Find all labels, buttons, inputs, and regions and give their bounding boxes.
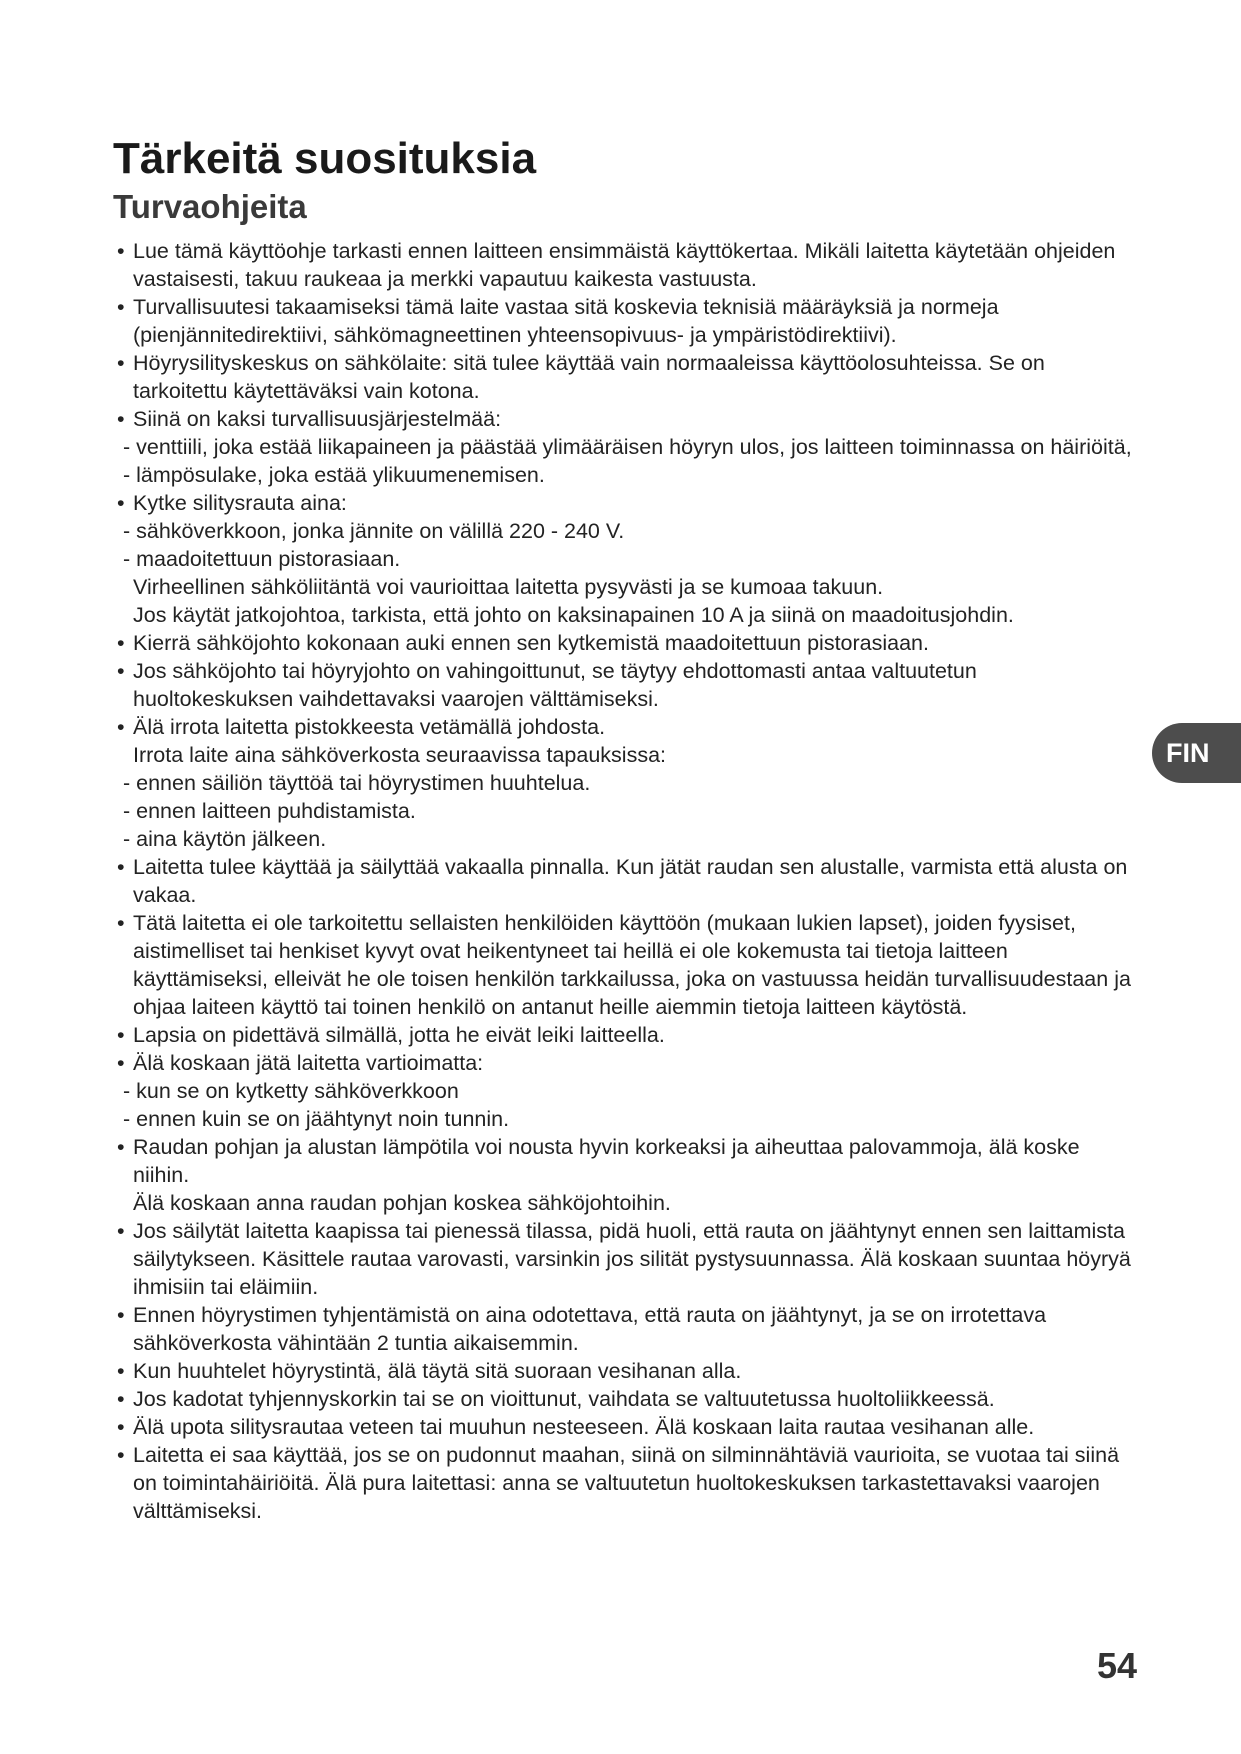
list-item-text: • Jos kadotat tyhjennyskorkin tai se on vioittunut, vaihdata se valtuutetussa huoltoliikkeessä.	[117, 1385, 1139, 1413]
list-item-text: • Kierrä sähköjohto kokonaan auki ennen sen kytkemistä maadoitettuun pistorasiaan.	[117, 629, 1139, 657]
list-item-text: • Tätä laitetta ei ole tarkoitettu sellaisten henkilöiden käyttöön (mukaan lukien lapset), joiden fyysiset, aistimelliset tai henkiset kyvyt ovat heikentyneet tai heillä ei ole kokemusta tai tietoja laitteen käyttämiseksi, elleivät he ole toisen henkilön tarkkailussa, joka on vastuussa heidän turvallisuudestaan ja ohjaa laiteen käyttö tai toinen henkilö on antanut heille aiemmin tietoja laitteen käytöstä.	[117, 909, 1139, 1021]
list-item	[117, 1217, 1139, 1301]
list-item-text: • Ennen höyrystimen tyhjentämistä on aina odotettava, että rauta on jäähtynyt, ja se on irrotettava sähköverkosta vähintään 2 tuntia aikaisemmin.	[117, 1301, 1139, 1357]
list-item-note: Virheellinen sähköliitäntä voi vaurioittaa laitetta pysyvästi ja se kumoaa takuun.	[133, 575, 884, 599]
list-item-continuation: Irrota laite aina sähköverkosta seuraavissa tapauksissa:	[133, 743, 666, 767]
list-item-text: • Älä irrota laitetta pistokkeesta vetämällä johdosta.	[117, 713, 1139, 741]
list-item-note: Jos käytät jatkojohtoa, tarkista, että johto on kaksinapainen 10 A ja siinä on maadoitusjohdin.	[133, 603, 1014, 627]
list-item-text: • Siinä on kaksi turvallisuusjärjestelmää:	[117, 405, 1139, 433]
list-item-text: • Laitetta ei saa käyttää, jos se on pudonnut maahan, siinä on silminnähtäviä vaurioita, se vuotaa tai siinä on toimintahäiriöitä. Älä pura laitettasi: anna se valtuutetun huoltokeskuksen tarkastettavaksi vaarojen välttämiseksi.	[117, 1441, 1139, 1525]
list-item	[117, 1133, 1139, 1217]
list-item	[117, 657, 1139, 713]
list-item	[117, 713, 1139, 853]
list-item	[117, 1049, 1139, 1133]
list-item-text: • Jos sähköjohto tai höyryjohto on vahingoittunut, se täytyy ehdottomasti antaa valtuutetun huoltokeskuksen vaihdettavaksi vaarojen välttämiseksi.	[117, 657, 1139, 713]
list-item	[117, 349, 1139, 405]
sub-item: - aina käytön jälkeen.	[123, 827, 327, 851]
list-item-text: • Kun huuhtelet höyrystintä, älä täytä sitä suoraan vesihanan alla.	[117, 1357, 1139, 1385]
list-item	[117, 1441, 1139, 1525]
list-item	[117, 629, 1139, 657]
list-item-text: • Turvallisuutesi takaamiseksi tämä laite vastaa sitä koskevia teknisiä määräyksiä ja normeja (pienjännitedirektiivi, sähkömagneettinen yhteensopivuus- ja ympäristödirektiivi).	[117, 293, 1139, 349]
sub-item: - kun se on kytketty sähköverkkoon	[123, 1079, 459, 1103]
section-subtitle: Turvaohjeita	[113, 188, 307, 225]
sub-item: - lämpösulake, joka estää ylikuumenemisen.	[123, 463, 545, 487]
safety-instructions-list	[117, 237, 1139, 1525]
list-item	[117, 237, 1139, 293]
list-item-continuation: Älä koskaan anna raudan pohjan koskea sähköjohtoihin.	[133, 1191, 671, 1215]
list-item	[117, 1301, 1139, 1357]
list-item	[117, 853, 1139, 909]
page-title: Tärkeitä suosituksia	[113, 134, 537, 183]
list-item-text: • Lapsia on pidettävä silmällä, jotta he eivät leiki laitteella.	[117, 1021, 1139, 1049]
list-item-text: • Laitetta tulee käyttää ja säilyttää vakaalla pinnalla. Kun jätät raudan sen alustalle, varmista että alusta on vakaa.	[117, 853, 1139, 909]
list-item-text: • Raudan pohjan ja alustan lämpötila voi nousta hyvin korkeaksi ja aiheuttaa palovammoja, älä koske niihin.	[117, 1133, 1139, 1189]
list-item	[117, 909, 1139, 1021]
list-item-text: • Lue tämä käyttöohje tarkasti ennen laitteen ensimmäistä käyttökertaa. Mikäli laitetta käytetään ohjeiden vastaisesti, takuu raukeaa ja merkki vapautuu kaikesta vastuusta.	[117, 237, 1139, 293]
list-item	[117, 405, 1139, 489]
list-item	[117, 1021, 1139, 1049]
list-item-text: • Jos säilytät laitetta kaapissa tai pienessä tilassa, pidä huoli, että rauta on jäähtynyt ennen sen laittamista säilytykseen. Käsittele rautaa varovasti, varsinkin jos silität pystysuunnassa. Älä koskaan suuntaa höyryä ihmisiin tai eläimiin.	[117, 1217, 1139, 1301]
list-item	[117, 489, 1139, 629]
sub-item: - ennen kuin se on jäähtynyt noin tunnin.	[123, 1107, 510, 1131]
list-item	[117, 293, 1139, 349]
list-item-text: • Älä upota silitysrautaa veteen tai muuhun nesteeseen. Älä koskaan laita rautaa vesihanan alle.	[117, 1413, 1139, 1441]
sub-item: - ennen laitteen puhdistamista.	[123, 799, 416, 823]
page-number: 54	[1097, 1645, 1138, 1686]
sub-item: - sähköverkkoon, jonka jännite on välillä 220 - 240 V.	[123, 519, 625, 543]
sub-item: - ennen säiliön täyttöä tai höyrystimen huuhtelua.	[123, 771, 591, 795]
list-item-text: • Höyrysilityskeskus on sähkölaite: sitä tulee käyttää vain normaaleissa käyttöolosuhteissa. Se on tarkoitettu käytettäväksi vain kotona.	[117, 349, 1139, 405]
sub-item: - maadoitettuun pistorasiaan.	[123, 547, 401, 571]
list-item-text: • Kytke silitysrauta aina:	[117, 489, 1139, 517]
list-item	[117, 1413, 1139, 1441]
sub-item: - venttiili, joka estää liikapaineen ja päästää ylimääräisen höyryn ulos, jos laitteen toiminnassa on häiriöitä,	[123, 435, 1132, 459]
list-item	[117, 1357, 1139, 1385]
list-item-text: • Älä koskaan jätä laitetta vartioimatta:	[117, 1049, 1139, 1077]
language-tab: FIN	[1152, 723, 1241, 783]
list-item	[117, 1385, 1139, 1413]
